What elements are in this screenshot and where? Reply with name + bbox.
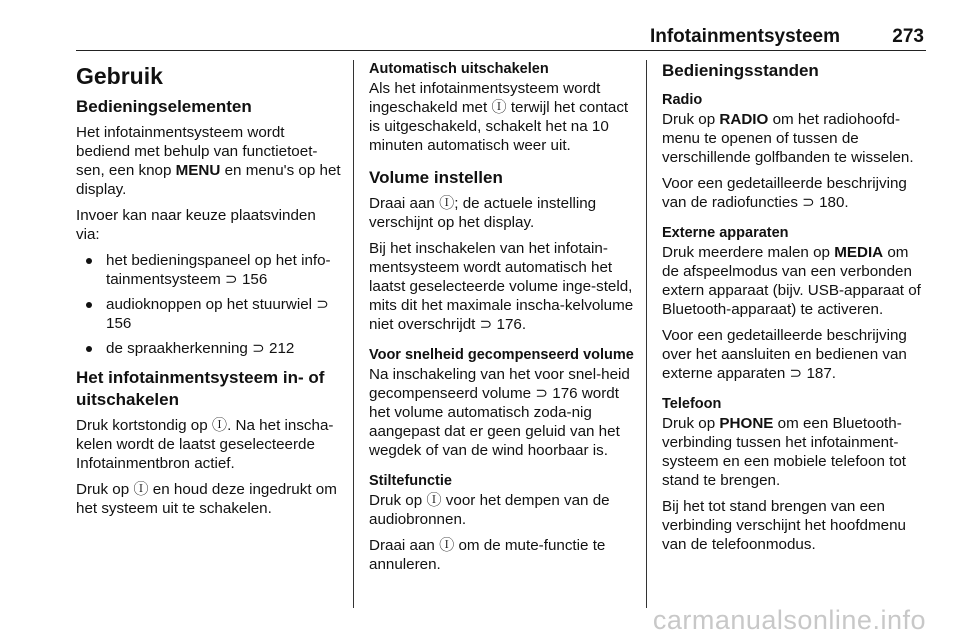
subsection-title: Bedieningselementen <box>76 97 252 116</box>
list-item <box>76 295 342 333</box>
paragraph <box>662 110 928 167</box>
paragraph: Invoer kan naar keuze plaatsvinden via: <box>76 207 316 243</box>
paragraph <box>662 414 928 490</box>
paragraph: Draai aan Ⓘ om de mute-functie te annuleren. <box>369 537 606 573</box>
key-label-menu: MENU <box>175 162 221 179</box>
bullet-list <box>76 251 342 358</box>
column-left <box>76 60 342 525</box>
subsection-title: Volume instellen <box>369 168 503 187</box>
subsection-title: Bedieningsstanden <box>662 61 819 80</box>
paragraph: Druk op Ⓘ en houd deze ingedrukt om het systeem uit te schakelen. <box>76 481 337 517</box>
text: Druk op <box>662 111 720 128</box>
text: Druk meerdere malen op <box>662 244 835 261</box>
section-title: Gebruik <box>76 63 163 89</box>
bullet-icon <box>86 302 92 308</box>
paragraph: Voor een gedetailleerde beschrijving over het aansluiten en bedienen van externe apparaten ⊃ 187. <box>662 327 907 382</box>
subsection-title: Het infotainmentsysteem in- of uitschakelen <box>76 368 325 409</box>
paragraph: Als het infotainmentsysteem wordt ingeschakeld met Ⓘ terwijl het contact is uitgeschakeld, schakelt het na 10 minuten automatisch weer uit. <box>369 80 629 154</box>
column-divider <box>353 60 354 608</box>
topic-title: Voor snelheid gecompenseerd volume <box>369 347 634 363</box>
list-item-text: de spraakherkenning ⊃ 212 <box>106 340 295 357</box>
page-number: 273 <box>892 26 924 47</box>
topic-title: Telefoon <box>662 396 722 412</box>
paragraph: Bij het tot stand brengen van een verbinding verschijnt het hoofdmenu van de telefoonmodus. <box>662 498 906 553</box>
topic-title: Radio <box>662 92 703 108</box>
text: Druk op <box>662 415 720 432</box>
key-label-media: MEDIA <box>834 244 884 261</box>
list-item-text: audioknoppen op het stuurwiel ⊃ 156 <box>106 296 329 332</box>
key-label-radio: RADIO <box>719 111 769 128</box>
paragraph: Na inschakeling van het voor snel-heid gecompenseerd volume ⊃ 176 wordt het volume automatisch zoda-nig aangepast dat er geen geluid van het wegdek of van de wind hoorbaar is. <box>369 366 630 459</box>
column-middle <box>369 60 634 581</box>
paragraph: Draai aan Ⓘ; de actuele instelling verschijnt op het display. <box>369 195 597 231</box>
paragraph <box>662 243 928 319</box>
topic-title: Automatisch uitschakelen <box>369 61 549 77</box>
text: om de afspeelmodus van een verbonden extern apparaat (bijv. USB-apparaat of Bluetooth-apparaat) te activeren. <box>662 244 921 318</box>
bullet-icon <box>86 258 92 264</box>
column-right <box>662 60 928 561</box>
paragraph <box>76 123 342 199</box>
watermark: carmanualsonline.info <box>652 605 926 635</box>
key-label-phone: PHONE <box>719 415 774 432</box>
text: en menu's op het display. <box>76 162 341 198</box>
paragraph: Druk op Ⓘ voor het dempen van de audiobronnen. <box>369 492 610 528</box>
paragraph: Bij het inschakelen van het infotain-mentsysteem wordt automatisch het laatst geselecteerde volume inge-steld, mits dit het maximale inscha-kelvolume niet overschrijdt ⊃ 176. <box>369 240 634 333</box>
list-item <box>76 339 342 358</box>
page-header <box>76 24 926 51</box>
topic-title: Externe apparaten <box>662 225 789 241</box>
list-item <box>76 251 342 289</box>
list-item-text: het bedieningspaneel op het info-tainmentsysteem ⊃ 156 <box>106 252 331 288</box>
text: Het infotainmentsysteem wordt bediend met behulp van functietoet-sen, een knop <box>76 124 318 179</box>
text: om het radiohoofd-menu te openen of tussen de verschillende golfbanden te wisselen. <box>662 111 914 166</box>
running-title: Infotainmentsysteem <box>649 26 840 47</box>
topic-title: Stiltefunctie <box>369 473 452 489</box>
bullet-icon <box>86 346 92 352</box>
paragraph: Druk kortstondig op Ⓘ. Na het inscha-kelen wordt de laatst geselecteerde Infotainmentbron actief. <box>76 417 334 472</box>
text: om een Bluetooth-verbinding tussen het infotainment-systeem en een mobiele telefoon tot stand te brengen. <box>662 415 906 489</box>
paragraph: Voor een gedetailleerde beschrijving van de radiofuncties ⊃ 180. <box>662 175 907 211</box>
column-divider <box>646 60 647 608</box>
